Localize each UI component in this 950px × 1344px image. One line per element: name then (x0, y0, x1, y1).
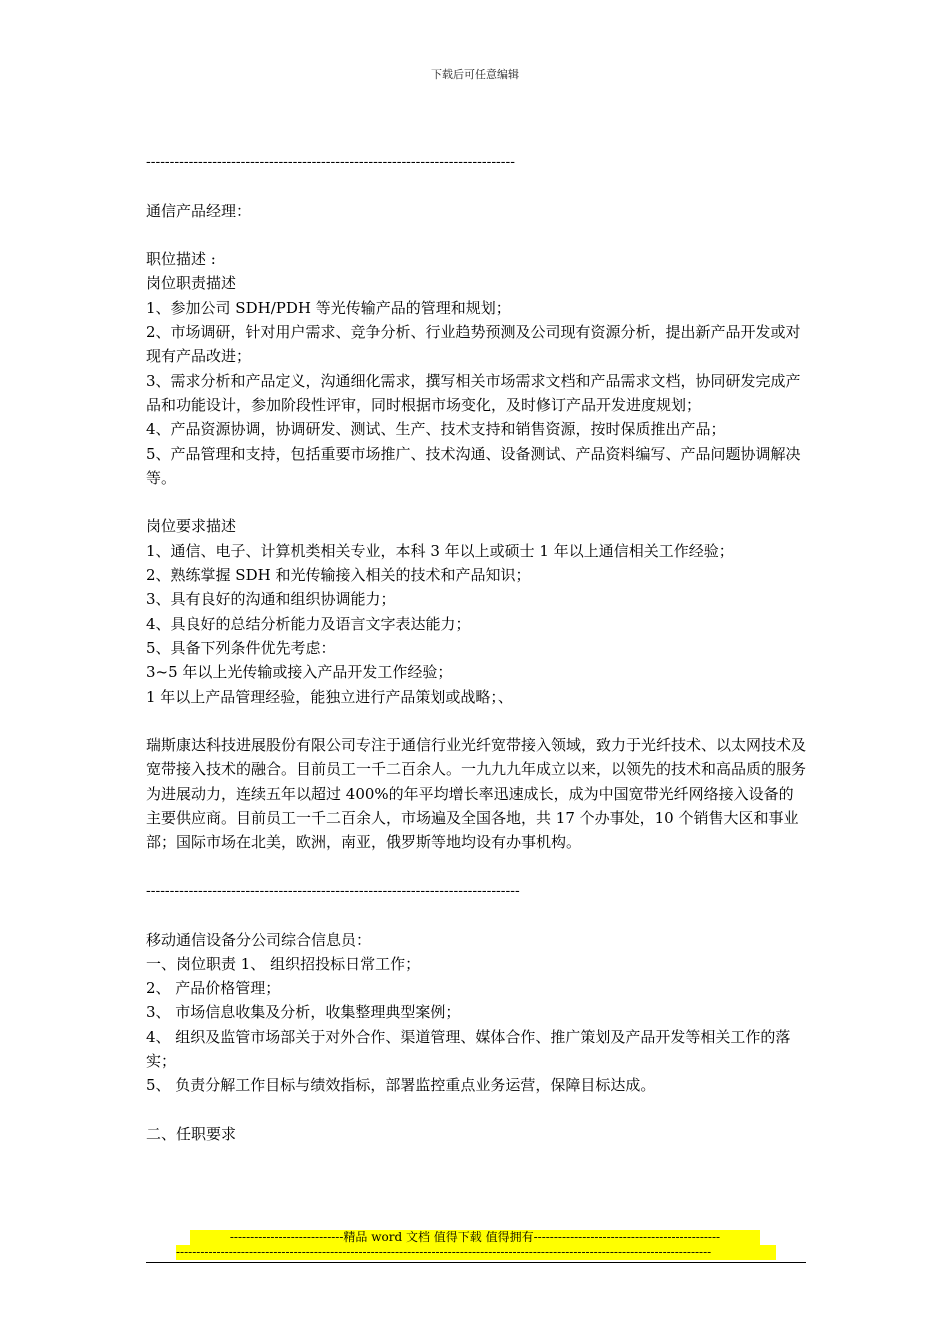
spacer (146, 490, 808, 514)
divider: ------------------------------------------------------------------------------ (146, 154, 515, 170)
duty-item: 3、 市场信息收集及分析，收集整理典型案例； (146, 1003, 461, 1022)
divider: ------------------------------------------------------------------------------- (146, 882, 520, 899)
duty-item: 4、 组织及监管市场部关于对外合作、渠道管理、媒体合作、推广策划及产品开发等相关工作的落实； (146, 1027, 791, 1070)
requirement-item: 3~5 年以上光传输或接入产品开发工作经验； (146, 663, 453, 682)
job-description-label: 职位描述 : (146, 250, 216, 269)
spacer (146, 223, 808, 247)
requirements-heading: 岗位要求描述 (146, 517, 237, 536)
job-title: 移动通信设备分公司综合信息员： (146, 930, 372, 949)
job-title: 通信产品经理： (146, 201, 252, 220)
duty-item: 4、产品资源协调，协调研发、测试、生产、技术支持和销售资源，按时保质推出产品； (146, 420, 726, 439)
duty-item: 1、参加公司 SDH/PDH 等光传输产品的管理和规划； (146, 298, 511, 317)
spacer (146, 903, 808, 927)
footer-banner-dashes: ------------------------------------------------------------------------------------------------------------------------------------ (176, 1245, 776, 1260)
spacer (146, 709, 808, 733)
requirement-item: 1 年以上产品管理经验，能独立进行产品策划或战略；、 (146, 687, 513, 706)
duties-heading: 岗位职责描述 (146, 274, 237, 293)
requirements-heading: 二、任职要求 (146, 1124, 237, 1143)
requirement-item: 3、具有良好的沟通和组织协调能力； (146, 590, 396, 609)
requirement-item: 1、通信、电子、计算机类相关专业，本科 3 年以上或硕士 1 年以上通信相关工作经验； (146, 541, 734, 560)
company-intro: 瑞斯康达科技进展股份有限公司专注于通信行业光纤宽带接入领域，致力于光纤技术、以太网技术及宽带接入技术的融合。目前员工一千二百余人。一九九九年成立以来，以领先的技术和高品质的服务为进展动力，连续五年以超过 400%的年平均增长率迅速成长，成为中国宽带光纤网络接入设备的主要供应商。目前员工一千二百余人，市场遍及全国各地，共 17 个办事处，10 个销售大区和事业部；国际市场在北美，欧洲，南亚，俄罗斯等地均设有办事机构。 (146, 736, 807, 852)
footer-banner-text: ----------------------------精品 word 文档 值得下载 值得拥有---------------------------------------------- (190, 1230, 760, 1245)
spacer (146, 174, 808, 198)
spacer (146, 1098, 808, 1122)
duty-item: 2、 产品价格管理； (146, 979, 281, 998)
requirement-item: 5、具备下列条件优先考虑： (146, 638, 336, 657)
duty-item: 5、产品管理和支持，包括重要市场推广、技术沟通、设备测试、产品资料编写、产品问题协调解决等。 (146, 444, 801, 487)
document-body (146, 150, 808, 1146)
footer-rule (146, 1262, 806, 1263)
duty-item: 2、市场调研，针对用户需求、竞争分析、行业趋势预测及公司现有资源分析，提出新产品开发或对现有产品改进； (146, 323, 801, 366)
duty-item: 一、岗位职责 1、 组织招投标日常工作； (146, 954, 421, 973)
duty-item: 5、 负责分解工作目标与绩效指标，部署监控重点业务运营，保障目标达成。 (146, 1076, 656, 1095)
duty-item: 3、需求分析和产品定义，沟通细化需求，撰写相关市场需求文档和产品需求文档，协同研发完成产品和功能设计，参加阶段性评审，同时根据市场变化，及时修订产品开发进度规划； (146, 371, 801, 414)
spacer (146, 855, 808, 879)
requirement-item: 4、具良好的总结分析能力及语言文字表达能力； (146, 614, 471, 633)
header-note: 下载后可任意编辑 (431, 68, 519, 81)
requirement-item: 2、熟练掌握 SDH 和光传输接入相关的技术和产品知识； (146, 566, 531, 585)
